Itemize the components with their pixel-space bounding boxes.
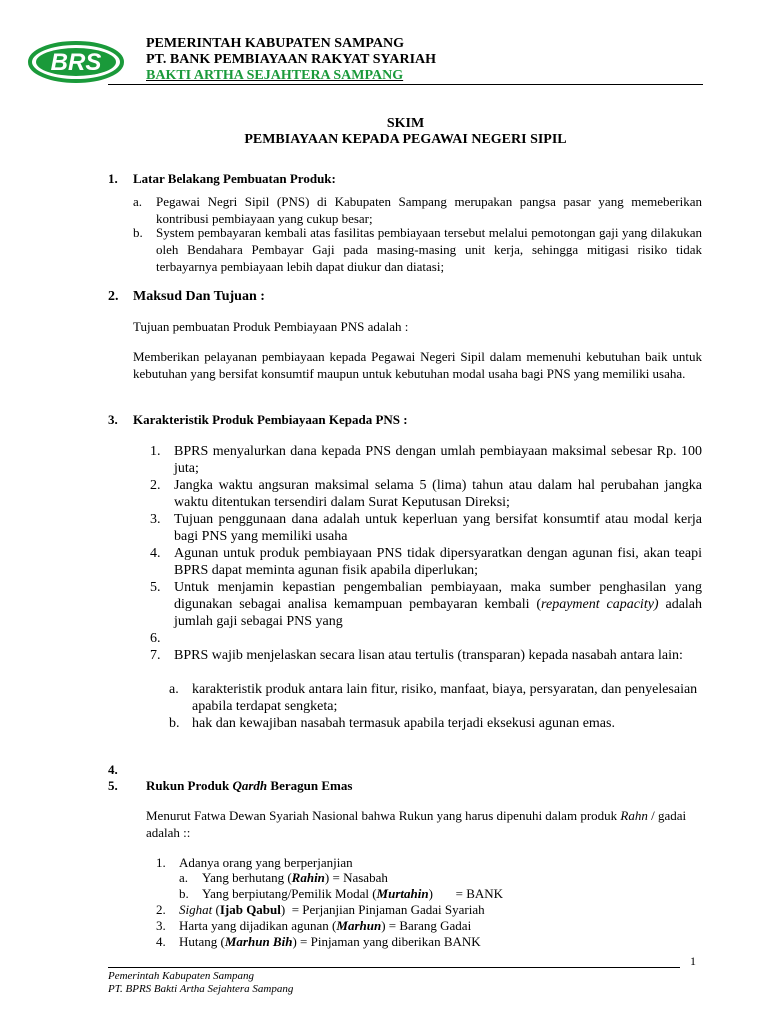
sec1-item-b-label: b. (133, 225, 143, 240)
sec5-item-4-term: Marhun Bih (224, 934, 293, 949)
sec5-heading-italic: Qardh (232, 778, 268, 793)
footer-line1: Pemerintah Kabupaten Sampang (108, 970, 255, 982)
sec5-heading (146, 777, 352, 794)
footer-line2: PT. BPRS Bakti Artha Sejahtera Sampang (108, 983, 294, 995)
sec5-sub-b-text-a: Yang berpiutang/Pemilik Modal ( (202, 886, 377, 901)
sec5-item-4-text (179, 933, 481, 950)
sec5-sub-a-text-a: Yang berhutang ( (202, 870, 292, 885)
sec4-number: 4. (108, 762, 118, 777)
sec5-item-3-text-b: ) = Barang Gadai (381, 918, 472, 933)
doc-title-line1: SKIM (386, 116, 425, 131)
sec2-heading: Maksud Dan Tujuan : (133, 289, 265, 304)
header-rule (108, 84, 703, 85)
sec3-item-3-label: 3. (150, 512, 161, 527)
sec5-sub-b-term: Murtahin (376, 886, 429, 901)
doc-title-line2: PEMBIAYAAN KEPADA PEGAWAI NEGERI SIPIL (244, 132, 567, 147)
sec3-item-7-label: 7. (150, 648, 161, 663)
sec5-item-2-text (179, 901, 485, 918)
sec1-item-b-text: System pembayaran kembali atas fasilitas pembiayaan tersebut melalui pemotongan gaji yang dilakukan oleh Bendahara Pembayar Gaji pada masing-masing unit kerja, sehingga mitigasi risiko tidak terbayarnya pembiayaan lebih dapat diukur dan diatasi; (156, 225, 702, 274)
sec5-heading-a: Rukun Produk (146, 778, 233, 793)
sec5-item-3-label: 3. (156, 918, 166, 933)
sec5-item-3-term: Marhun (336, 918, 382, 933)
sec5-item-4-text-a: Hutang ( (179, 934, 225, 949)
sec2-paragraph2: Memberikan pelayanan pembiayaan kepada Pegawai Negeri Sipil dalam memenuhi kebutuhan baik untuk kebutuhan yang bersifat konsumtif maupun untuk kebutuhan modal usaha bagi PNS yang memiliki usaha. (133, 349, 702, 381)
sec5-intro-b: / gadai adalah :: (146, 808, 687, 840)
header-line3: BAKTI ARTHA SEJAHTERA SAMPANG (146, 68, 404, 83)
sec5-intro-a: Menurut Fatwa Dewan Syariah Nasional bahwa Rukun yang harus dipenuhi dalam produk (146, 808, 621, 823)
sec3-item-5-text (174, 579, 702, 630)
sec3-item-4-text: Agunan untuk produk pembiayaan PNS tidak dipersyaratkan dengan agunan fisi, akan teapi BPRS dapat meminta agunan fisik apabila diperlukan; (174, 546, 702, 578)
sec2-number: 2. (108, 289, 119, 304)
sec5-item-2-term: Sighat (179, 902, 213, 917)
sec3-subitem-b-label: b. (169, 716, 180, 731)
logo-text: BRS (50, 49, 102, 76)
sec3-item-3-text: Tujuan penggunaan dana adalah untuk keperluan yang bersifat konsumtif atau modal kerja bagi PNS yang memiliki usaha (174, 512, 702, 544)
sec3-item-5-text-italic: repayment capacity) (541, 597, 659, 612)
bank-logo (28, 40, 124, 84)
sec3-item-7-text: BPRS wajib menjelaskan secara lisan atau tertulis (transparan) kepada nasabah antara lain: (174, 648, 683, 663)
sec5-heading-b: Beragun Emas (267, 778, 353, 793)
sec3-subitem-a-label: a. (169, 682, 179, 697)
sec5-item-2-bold: Ijab Qabul (219, 902, 281, 917)
footer-rule (108, 967, 680, 968)
sec5-number: 5. (108, 778, 118, 793)
sec3-heading: Karakteristik Produk Pembiayaan Kepada PNS : (133, 412, 408, 427)
header-line2: PT. BANK PEMBIAYAAN RAKYAT SYARIAH (146, 52, 437, 67)
sec5-sub-a-text-b: ) = Nasabah (324, 870, 388, 885)
sec3-item-2-text: Jangka waktu angsuran maksimal selama 5 (lima) tahun atau dalam hal perubahan jangka waktu ditentukan tersendiri dalam Surat Keputusan Direksi; (174, 478, 702, 510)
sec3-item-5-label: 5. (150, 580, 161, 595)
sec3-subitem-b-text: hak dan kewajiban nasabah termasuk apabila terjadi eksekusi agunan emas. (192, 716, 615, 731)
sec3-number: 3. (108, 412, 118, 427)
sec3-item-1-text: BPRS menyalurkan dana kepada PNS dengan umlah pembiayaan maksimal sebesar Rp. 100 juta; (174, 444, 702, 476)
sec5-sub-b-text-b: ) = BANK (428, 886, 504, 901)
sec5-item-4-text-b: ) = Pinjaman yang diberikan BANK (292, 934, 481, 949)
sec3-item-2-label: 2. (150, 478, 161, 493)
sec5-sub-a-term: Rahin (291, 870, 325, 885)
sec3-item-4-label: 4. (150, 546, 161, 561)
sec3-subitem-a-text: karakteristik produk antara lain fitur, risiko, manfaat, biaya, persyaratan, dan penyelesaian apabila terdapat sengketa; (192, 682, 698, 714)
sec3-item-6-label: 6. (150, 631, 161, 646)
sec2-paragraph1: Tujuan pembuatan Produk Pembiayaan PNS adalah : (133, 319, 409, 334)
sec3-item-5-text-b: adalah jumlah gaji sebagai PNS yang (174, 597, 703, 629)
sec1-number: 1. (108, 171, 118, 186)
sec5-item-2-text-b: ) = Perjanjian Pinjaman Gadai Syariah (280, 902, 485, 917)
sec3-item-1-label: 1. (150, 444, 161, 459)
sec5-item-1-label: 1. (156, 855, 166, 870)
sec5-item-4-label: 4. (156, 934, 166, 949)
page-number: 1 (690, 954, 696, 968)
sec1-item-a-text: Pegawai Negri Sipil (PNS) di Kabupaten Sampang merupakan pangsa pasar yang memeberikan kontribusi pembiayaan yang cukup besar; (156, 194, 702, 226)
sec5-item-3-text (179, 917, 471, 934)
sec5-sub-b-label: b. (179, 886, 189, 901)
sec5-sub-a-text (202, 869, 388, 886)
sec5-item-2-label: 2. (156, 902, 166, 917)
sec5-intro (146, 807, 702, 841)
sec5-intro-italic: Rahn (620, 808, 648, 823)
sec5-sub-b-text (202, 885, 503, 902)
sec5-item-2-text-a: ( (212, 902, 220, 917)
sec3-item-5-text-a: Untuk menjamin kepastian pengembalian pembiayaan, maka sumber penghasilan yang digunakan sebagai analisa kemampuan pembayaran kembali ( (174, 580, 702, 612)
sec5-item-1-text: Adanya orang yang berperjanjian (179, 855, 353, 870)
sec1-item-a-label: a. (133, 194, 143, 209)
sec5-sub-a-label: a. (179, 870, 189, 885)
header-line1: PEMERINTAH KABUPATEN SAMPANG (146, 36, 404, 51)
sec5-item-3-text-a: Harta yang dijadikan agunan ( (179, 918, 337, 933)
sec1-heading: Latar Belakang Pembuatan Produk: (133, 171, 336, 186)
